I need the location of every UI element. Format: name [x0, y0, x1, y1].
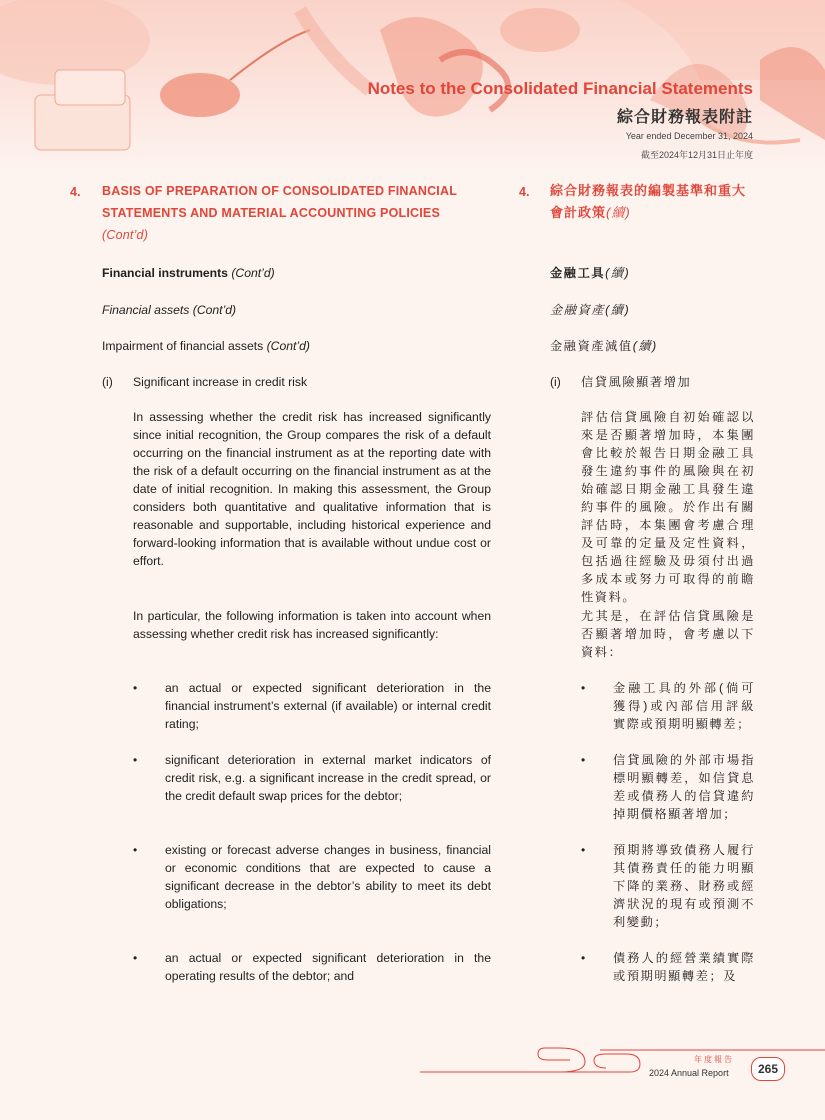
- bullet-dot: •: [581, 681, 586, 695]
- section-title-zh: [550, 180, 760, 224]
- subhead-imp-zh-text: 金融資產減值: [550, 339, 633, 353]
- bullet-dot: •: [133, 843, 138, 857]
- subhead-financial-assets: Financial assets (Cont’d): [102, 303, 237, 317]
- page-number: 265: [751, 1057, 785, 1081]
- footer-wave-decoration: [0, 1040, 825, 1090]
- bullet-en-4: an actual or expected significant deterioration in the operating results of the debtor; and: [165, 951, 491, 983]
- para-particular-en: In particular, the following information is taken into account when assessing whether credit risk has increased significantly:: [133, 609, 491, 641]
- header-year-zh: 截至2024年12月31日止年度: [640, 150, 753, 160]
- subhead-fi-zh-text: 金融工具: [550, 266, 606, 280]
- section-title-en: [102, 180, 494, 246]
- bullet-dot: •: [581, 843, 586, 857]
- footer-report-zh: 年度報告: [694, 1055, 734, 1064]
- bullet-dot: •: [133, 753, 138, 767]
- para-particular-zh: 尤其是，在評估信貸風險是否顯著增加時，會考慮以下資料：: [581, 609, 755, 659]
- subhead-imp-zh-contd: (續): [632, 339, 658, 353]
- bullet-en-1: an actual or expected significant deterioration in the financial instrument’s external (if available) or internal credit rating;: [165, 681, 491, 731]
- footer-report-en: 2024 Annual Report: [649, 1068, 729, 1078]
- header-title-zh: 綜合財務報表附註: [616, 109, 753, 126]
- bullet-zh-4: 債務人的經營業績實際或預期明顯轉差；及: [613, 951, 755, 983]
- subhead-financial-instruments-zh: [550, 264, 630, 282]
- section-title-zh-line2: 會計政策: [550, 205, 607, 220]
- subhead-fi-zh-contd: (續): [605, 266, 631, 280]
- item-title-zh: 信貸風險顯著增加: [581, 375, 692, 389]
- subhead-imp-text: Impairment of financial assets: [102, 339, 264, 353]
- header-year-en: Year ended December 31, 2024: [625, 131, 753, 141]
- subhead-financial-instruments: [102, 264, 275, 282]
- item-marker-en: (i): [102, 375, 113, 389]
- subhead-impairment: [102, 337, 310, 355]
- subhead-fi-contd: (Cont’d): [231, 266, 275, 280]
- subhead-impairment-zh: [550, 337, 658, 355]
- section-title-en-line2: STATEMENTS AND MATERIAL ACCOUNTING POLICIES: [102, 206, 440, 220]
- bullet-dot: •: [581, 951, 586, 965]
- section-contd-en: (Cont’d): [102, 228, 149, 242]
- bullet-dot: •: [133, 951, 138, 965]
- subhead-financial-assets-zh: 金融資產(續): [550, 303, 631, 317]
- subhead-fi-text: Financial instruments: [102, 266, 228, 280]
- bullet-dot: •: [133, 681, 138, 695]
- bullet-en-3: existing or forecast adverse changes in business, financial or economic conditions that are expected to cause a significant decrease in the debtor’s ability to meet its debt obligations;: [165, 843, 491, 911]
- bullet-zh-3: 預期將導致債務人履行其債務責任的能力明顯下降的業務、財務或經濟狀況的現有或預測不利變動；: [613, 843, 755, 929]
- section-contd-zh: (續): [606, 205, 631, 220]
- item-title-en: Significant increase in credit risk: [133, 375, 308, 389]
- bullet-zh-1: 金融工具的外部(倘可獲得)或內部信用評級實際或預期明顯轉差；: [613, 681, 755, 731]
- subhead-imp-contd: (Cont’d): [266, 339, 310, 353]
- bullet-zh-2: 信貸風險的外部市場指標明顯轉差，如信貸息差或債務人的信貸違約掉期價格顯著增加；: [613, 753, 755, 821]
- item-marker-zh: (i): [550, 375, 561, 389]
- section-title-zh-line1: 綜合財務報表的編製基準和重大: [550, 183, 747, 198]
- bullet-en-2: significant deterioration in external market indicators of credit risk, e.g. a significant increase in the credit spread, or the credit default swap prices for the debtor;: [165, 753, 491, 803]
- section-title-en-line1: BASIS OF PREPARATION OF CONSOLIDATED FINANCIAL: [102, 184, 458, 198]
- bullet-dot: •: [581, 753, 586, 767]
- para-assessment-en: In assessing whether the credit risk has increased significantly since initial recognition, the Group compares the risk of a default occurring on the financial instrument as at the reporting date with the risk of a default occurring on the financial instrument as at the date of initial recognition. In making this assessment, the Group considers both quantitative and qualitative information that is reasonable and supportable, including historical experience and forward-looking information that is available without undue cost or effort.: [133, 410, 491, 568]
- section-number-zh: 4.: [519, 185, 530, 199]
- header-title-en: Notes to the Consolidated Financial Statements: [367, 79, 753, 98]
- para-assessment-zh: 評估信貸風險自初始確認以來是否顯著增加時，本集團會比較於報告日期金融工具發生違約事件的風險與在初始確認日期金融工具發生違約事件的風險。於作出有關評估時，本集團會考慮合理及可靠的定量及定性資料，包括過往經驗及毋須付出過多成本或努力可取得的前瞻性資料。: [581, 410, 755, 604]
- section-number-en: 4.: [70, 185, 81, 199]
